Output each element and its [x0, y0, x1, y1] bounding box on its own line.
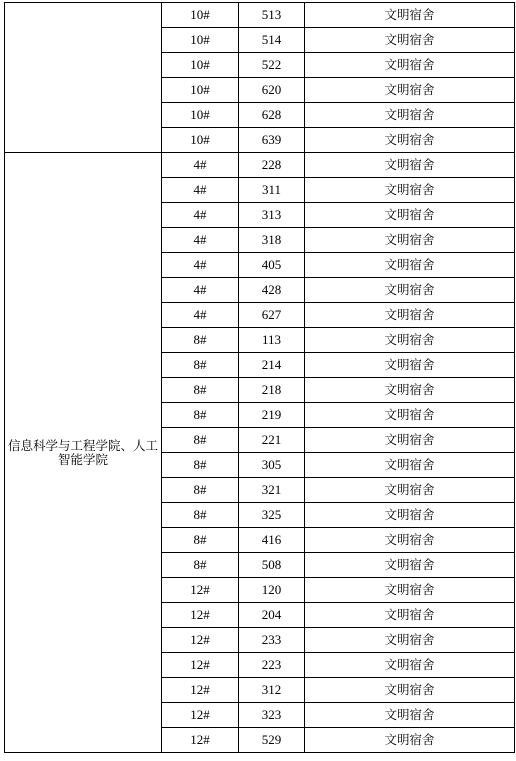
room-number-cell: 522 — [239, 53, 305, 78]
room-number-cell: 311 — [239, 178, 305, 203]
award-cell: 文明宿舍 — [305, 278, 515, 303]
college-cell — [5, 3, 162, 153]
award-cell: 文明宿舍 — [305, 203, 515, 228]
room-number-cell: 318 — [239, 228, 305, 253]
award-cell: 文明宿舍 — [305, 428, 515, 453]
award-cell: 文明宿舍 — [305, 328, 515, 353]
room-number-cell: 228 — [239, 153, 305, 178]
building-cell: 12# — [162, 603, 239, 628]
award-cell: 文明宿舍 — [305, 678, 515, 703]
award-cell: 文明宿舍 — [305, 453, 515, 478]
building-cell: 10# — [162, 53, 239, 78]
table-row — [5, 153, 515, 178]
award-cell: 文明宿舍 — [305, 503, 515, 528]
room-number-cell: 508 — [239, 553, 305, 578]
building-cell: 10# — [162, 3, 239, 28]
building-cell: 8# — [162, 453, 239, 478]
building-cell: 12# — [162, 653, 239, 678]
room-number-cell: 223 — [239, 653, 305, 678]
building-cell: 8# — [162, 403, 239, 428]
dormitory-award-table — [4, 2, 515, 753]
award-cell: 文明宿舍 — [305, 178, 515, 203]
room-number-cell: 312 — [239, 678, 305, 703]
award-cell: 文明宿舍 — [305, 103, 515, 128]
building-cell: 4# — [162, 153, 239, 178]
building-cell: 12# — [162, 578, 239, 603]
building-cell: 4# — [162, 228, 239, 253]
award-cell: 文明宿舍 — [305, 3, 515, 28]
room-number-cell: 221 — [239, 428, 305, 453]
building-cell: 8# — [162, 353, 239, 378]
award-cell: 文明宿舍 — [305, 653, 515, 678]
award-cell: 文明宿舍 — [305, 228, 515, 253]
award-cell: 文明宿舍 — [305, 728, 515, 753]
room-number-cell: 620 — [239, 78, 305, 103]
building-cell: 12# — [162, 678, 239, 703]
building-cell: 4# — [162, 303, 239, 328]
room-number-cell: 428 — [239, 278, 305, 303]
building-cell: 4# — [162, 178, 239, 203]
award-cell: 文明宿舍 — [305, 578, 515, 603]
building-cell: 10# — [162, 103, 239, 128]
table-row — [5, 3, 515, 28]
award-cell: 文明宿舍 — [305, 353, 515, 378]
room-number-cell: 513 — [239, 3, 305, 28]
room-number-cell: 628 — [239, 103, 305, 128]
room-number-cell: 218 — [239, 378, 305, 403]
award-cell: 文明宿舍 — [305, 478, 515, 503]
room-number-cell: 405 — [239, 253, 305, 278]
room-number-cell: 305 — [239, 453, 305, 478]
award-cell: 文明宿舍 — [305, 78, 515, 103]
table-body — [5, 3, 515, 753]
award-cell: 文明宿舍 — [305, 378, 515, 403]
room-number-cell: 514 — [239, 28, 305, 53]
building-cell: 10# — [162, 78, 239, 103]
building-cell: 4# — [162, 203, 239, 228]
building-cell: 8# — [162, 428, 239, 453]
award-cell: 文明宿舍 — [305, 253, 515, 278]
building-cell: 8# — [162, 528, 239, 553]
building-cell: 10# — [162, 28, 239, 53]
award-cell: 文明宿舍 — [305, 28, 515, 53]
award-cell: 文明宿舍 — [305, 628, 515, 653]
building-cell: 4# — [162, 278, 239, 303]
building-cell: 12# — [162, 728, 239, 753]
building-cell: 8# — [162, 503, 239, 528]
room-number-cell: 233 — [239, 628, 305, 653]
room-number-cell: 323 — [239, 703, 305, 728]
room-number-cell: 214 — [239, 353, 305, 378]
building-cell: 12# — [162, 703, 239, 728]
room-number-cell: 321 — [239, 478, 305, 503]
room-number-cell: 113 — [239, 328, 305, 353]
building-cell: 8# — [162, 553, 239, 578]
room-number-cell: 416 — [239, 528, 305, 553]
award-cell: 文明宿舍 — [305, 553, 515, 578]
room-number-cell: 627 — [239, 303, 305, 328]
award-cell: 文明宿舍 — [305, 53, 515, 78]
building-cell: 8# — [162, 328, 239, 353]
building-cell: 8# — [162, 378, 239, 403]
room-number-cell: 219 — [239, 403, 305, 428]
room-number-cell: 325 — [239, 503, 305, 528]
award-cell: 文明宿舍 — [305, 703, 515, 728]
building-cell: 8# — [162, 478, 239, 503]
room-number-cell: 204 — [239, 603, 305, 628]
room-number-cell: 313 — [239, 203, 305, 228]
room-number-cell: 120 — [239, 578, 305, 603]
building-cell: 10# — [162, 128, 239, 153]
building-cell: 12# — [162, 628, 239, 653]
award-cell: 文明宿舍 — [305, 528, 515, 553]
award-cell: 文明宿舍 — [305, 603, 515, 628]
award-cell: 文明宿舍 — [305, 303, 515, 328]
room-number-cell: 639 — [239, 128, 305, 153]
room-number-cell: 529 — [239, 728, 305, 753]
award-cell: 文明宿舍 — [305, 403, 515, 428]
award-cell: 文明宿舍 — [305, 153, 515, 178]
building-cell: 4# — [162, 253, 239, 278]
college-cell: 信息科学与工程学院、人工智能学院 — [5, 153, 162, 753]
award-cell: 文明宿舍 — [305, 128, 515, 153]
